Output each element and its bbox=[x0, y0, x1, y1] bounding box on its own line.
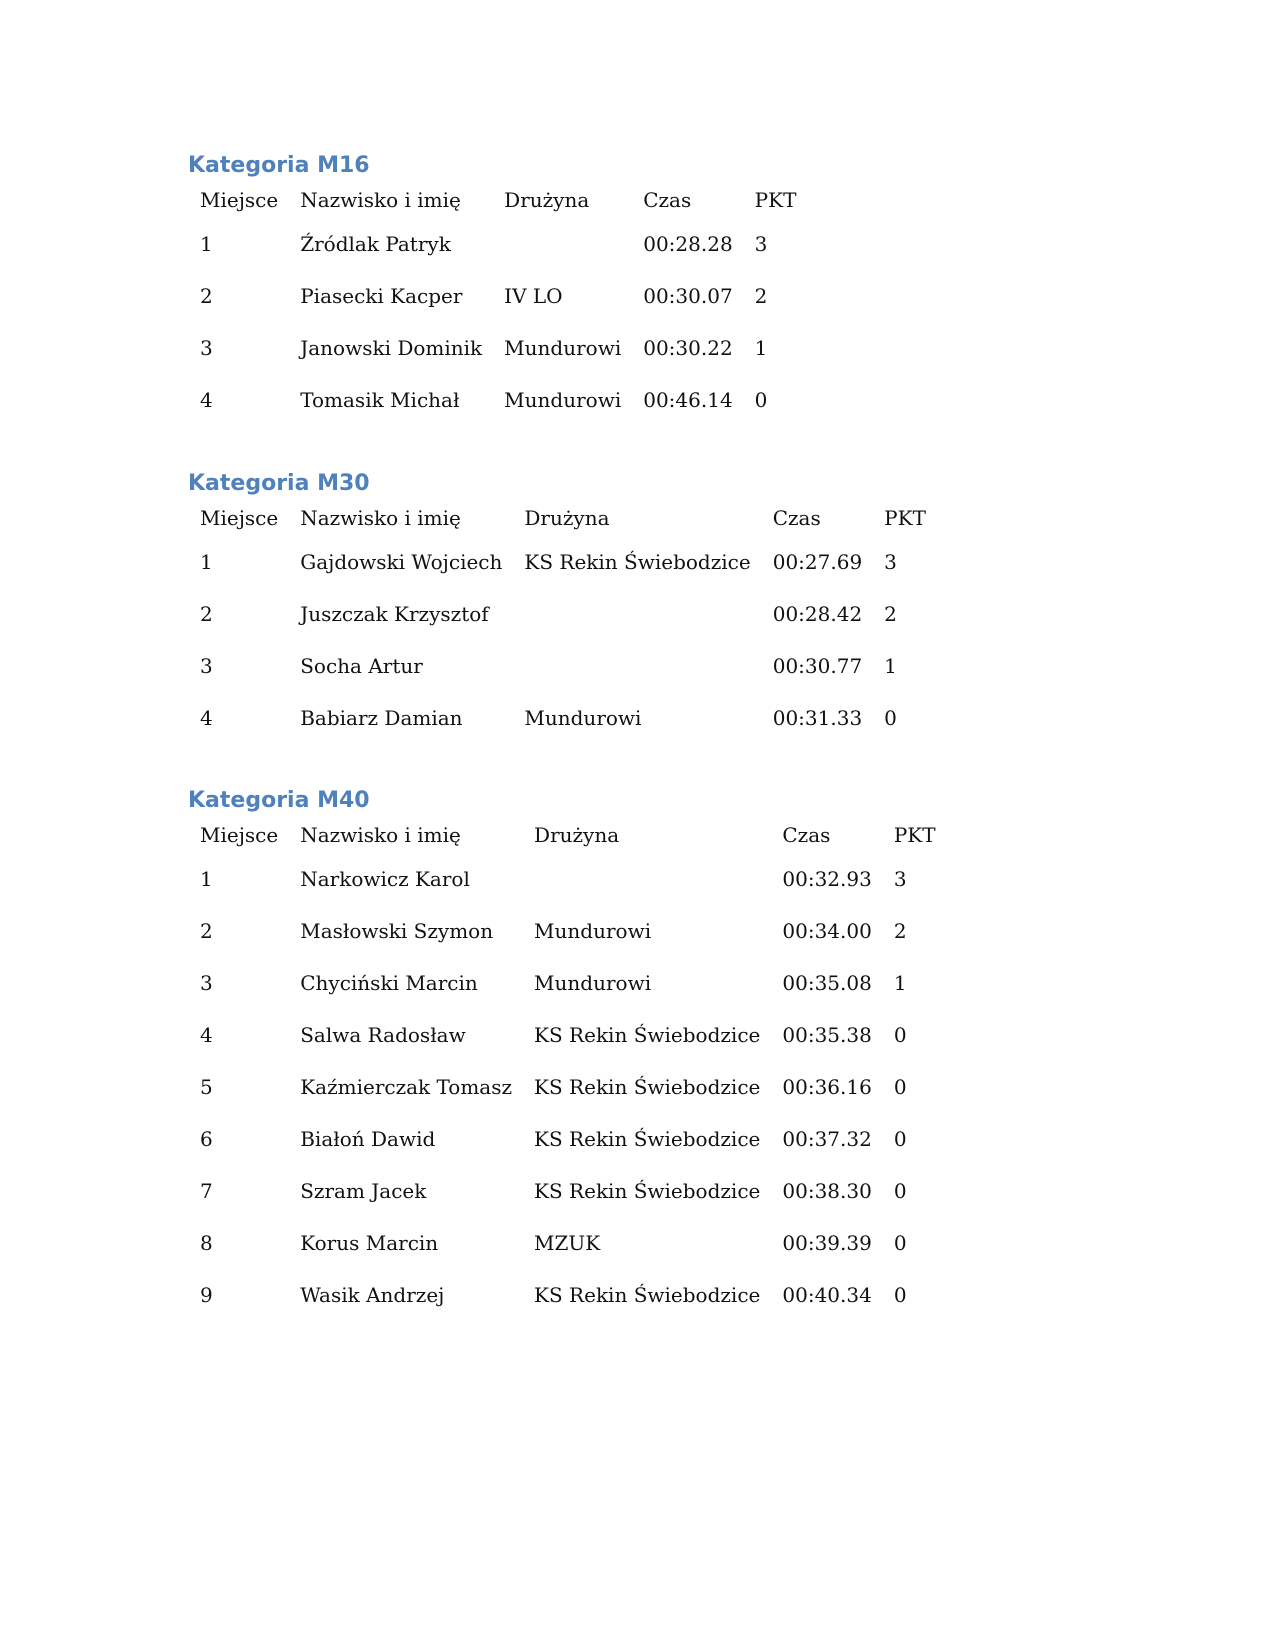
cell-team bbox=[512, 588, 760, 640]
cell-place: 4 bbox=[200, 388, 213, 412]
column-header-team: Drużyna bbox=[524, 506, 610, 530]
table-row bbox=[188, 957, 952, 1009]
cell-points: 0 bbox=[893, 1075, 907, 1099]
results-table bbox=[188, 500, 942, 744]
column-header-name: Nazwisko i imię bbox=[300, 823, 461, 847]
cell-team bbox=[492, 218, 631, 270]
cell-team: KS Rekin Świebodzice bbox=[534, 1283, 761, 1307]
cell-points: 0 bbox=[884, 706, 897, 730]
cell-name: Kaźmierczak Tomasz bbox=[300, 1075, 513, 1099]
column-header-time: Czas bbox=[782, 823, 831, 847]
cell-place: 6 bbox=[200, 1127, 213, 1151]
cell-points: 3 bbox=[893, 867, 907, 891]
table-row bbox=[188, 1269, 952, 1321]
cell-time: 00:27.69 bbox=[772, 550, 863, 574]
section-title: Kategoria M16 bbox=[188, 153, 370, 178]
cell-team: MZUK bbox=[534, 1231, 601, 1255]
table-row bbox=[188, 905, 952, 957]
column-header-team: Drużyna bbox=[534, 823, 620, 847]
cell-name: Janowski Dominik bbox=[300, 336, 483, 360]
cell-time: 00:30.07 bbox=[643, 284, 733, 308]
table-row bbox=[188, 853, 952, 905]
table-row bbox=[188, 374, 813, 426]
table-row bbox=[188, 536, 942, 588]
table-header-row bbox=[188, 817, 952, 853]
cell-place: 2 bbox=[200, 602, 213, 626]
table-header-row bbox=[188, 182, 813, 218]
cell-place: 4 bbox=[200, 1023, 213, 1047]
table-row bbox=[188, 322, 813, 374]
cell-name: Masłowski Szymon bbox=[300, 919, 494, 943]
cell-points: 0 bbox=[893, 1127, 907, 1151]
section-title: Kategoria M30 bbox=[188, 471, 370, 496]
cell-points: 0 bbox=[893, 1023, 907, 1047]
table-row bbox=[188, 640, 942, 692]
cell-place: 3 bbox=[200, 971, 213, 995]
cell-team: Mundurowi bbox=[534, 919, 652, 943]
cell-name: Piasecki Kacper bbox=[300, 284, 463, 308]
cell-name: Korus Marcin bbox=[300, 1231, 439, 1255]
cell-place: 4 bbox=[200, 706, 213, 730]
cell-team: Mundurowi bbox=[504, 388, 622, 412]
cell-team: KS Rekin Świebodzice bbox=[534, 1023, 761, 1047]
cell-points: 1 bbox=[884, 654, 897, 678]
cell-place: 5 bbox=[200, 1075, 213, 1099]
cell-points: 3 bbox=[884, 550, 897, 574]
cell-name: Białoń Dawid bbox=[300, 1127, 436, 1151]
cell-time: 00:38.30 bbox=[782, 1179, 872, 1203]
table-row bbox=[188, 270, 813, 322]
category-section-m40 bbox=[188, 785, 952, 1321]
table-row bbox=[188, 1061, 952, 1113]
column-header-name: Nazwisko i imię bbox=[300, 188, 461, 212]
cell-place: 1 bbox=[200, 232, 213, 256]
cell-name: Salwa Radosław bbox=[300, 1023, 466, 1047]
cell-place: 1 bbox=[200, 867, 213, 891]
cell-team: Mundurowi bbox=[504, 336, 622, 360]
cell-time: 00:35.08 bbox=[782, 971, 872, 995]
table-row bbox=[188, 1113, 952, 1165]
column-header-place: Miejsce bbox=[200, 506, 279, 530]
cell-place: 8 bbox=[200, 1231, 213, 1255]
cell-team bbox=[522, 853, 770, 905]
cell-time: 00:30.22 bbox=[643, 336, 733, 360]
cell-time: 00:28.42 bbox=[772, 602, 863, 626]
column-header-team: Drużyna bbox=[504, 188, 590, 212]
cell-place: 3 bbox=[200, 654, 213, 678]
cell-points: 2 bbox=[754, 284, 768, 308]
cell-team: Mundurowi bbox=[534, 971, 652, 995]
cell-name: Socha Artur bbox=[300, 654, 423, 678]
column-header-name: Nazwisko i imię bbox=[300, 506, 461, 530]
column-header-points: PKT bbox=[884, 506, 926, 530]
table-row bbox=[188, 588, 942, 640]
column-header-points: PKT bbox=[893, 823, 936, 847]
cell-points: 1 bbox=[754, 336, 768, 360]
table-row bbox=[188, 1009, 952, 1061]
cell-time: 00:35.38 bbox=[782, 1023, 872, 1047]
cell-points: 2 bbox=[884, 602, 897, 626]
cell-name: Gajdowski Wojciech bbox=[300, 550, 503, 574]
cell-name: Szram Jacek bbox=[300, 1179, 427, 1203]
cell-team: IV LO bbox=[504, 284, 563, 308]
table-row bbox=[188, 692, 942, 744]
cell-team: KS Rekin Świebodzice bbox=[534, 1127, 761, 1151]
cell-name: Wasik Andrzej bbox=[300, 1283, 445, 1307]
cell-points: 2 bbox=[893, 919, 907, 943]
table-row bbox=[188, 1165, 952, 1217]
cell-place: 3 bbox=[200, 336, 213, 360]
cell-time: 00:39.39 bbox=[782, 1231, 872, 1255]
cell-points: 0 bbox=[893, 1231, 907, 1255]
cell-time: 00:30.77 bbox=[772, 654, 863, 678]
cell-place: 1 bbox=[200, 550, 213, 574]
cell-place: 9 bbox=[200, 1283, 213, 1307]
cell-name: Tomasik Michał bbox=[300, 388, 460, 412]
column-header-points: PKT bbox=[754, 188, 797, 212]
results-table bbox=[188, 817, 952, 1321]
table-row bbox=[188, 218, 813, 270]
cell-team: KS Rekin Świebodzice bbox=[524, 550, 751, 574]
cell-team bbox=[512, 640, 760, 692]
cell-time: 00:32.93 bbox=[782, 867, 872, 891]
results-table bbox=[188, 182, 813, 426]
table-header-row bbox=[188, 500, 942, 536]
cell-points: 0 bbox=[754, 388, 768, 412]
column-header-place: Miejsce bbox=[200, 188, 279, 212]
cell-time: 00:31.33 bbox=[772, 706, 863, 730]
cell-team: KS Rekin Świebodzice bbox=[534, 1179, 761, 1203]
cell-place: 2 bbox=[200, 284, 213, 308]
cell-place: 2 bbox=[200, 919, 213, 943]
cell-time: 00:34.00 bbox=[782, 919, 872, 943]
cell-points: 1 bbox=[893, 971, 907, 995]
column-header-place: Miejsce bbox=[200, 823, 279, 847]
cell-time: 00:40.34 bbox=[782, 1283, 872, 1307]
cell-time: 00:36.16 bbox=[782, 1075, 872, 1099]
cell-name: Babiarz Damian bbox=[300, 706, 463, 730]
cell-points: 0 bbox=[893, 1283, 907, 1307]
cell-team: KS Rekin Świebodzice bbox=[534, 1075, 761, 1099]
section-title: Kategoria M40 bbox=[188, 788, 370, 813]
cell-name: Chyciński Marcin bbox=[300, 971, 478, 995]
cell-time: 00:37.32 bbox=[782, 1127, 872, 1151]
cell-team: Mundurowi bbox=[524, 706, 642, 730]
cell-name: Juszczak Krzysztof bbox=[300, 602, 489, 626]
cell-place: 7 bbox=[200, 1179, 213, 1203]
cell-time: 00:46.14 bbox=[643, 388, 733, 412]
cell-points: 0 bbox=[893, 1179, 907, 1203]
category-section-m16 bbox=[188, 150, 813, 426]
column-header-time: Czas bbox=[643, 188, 692, 212]
table-row bbox=[188, 1217, 952, 1269]
column-header-time: Czas bbox=[772, 506, 821, 530]
cell-time: 00:28.28 bbox=[643, 232, 733, 256]
cell-points: 3 bbox=[754, 232, 768, 256]
category-section-m30 bbox=[188, 468, 942, 744]
cell-name: Narkowicz Karol bbox=[300, 867, 470, 891]
cell-name: Źródlak Patryk bbox=[300, 232, 451, 256]
